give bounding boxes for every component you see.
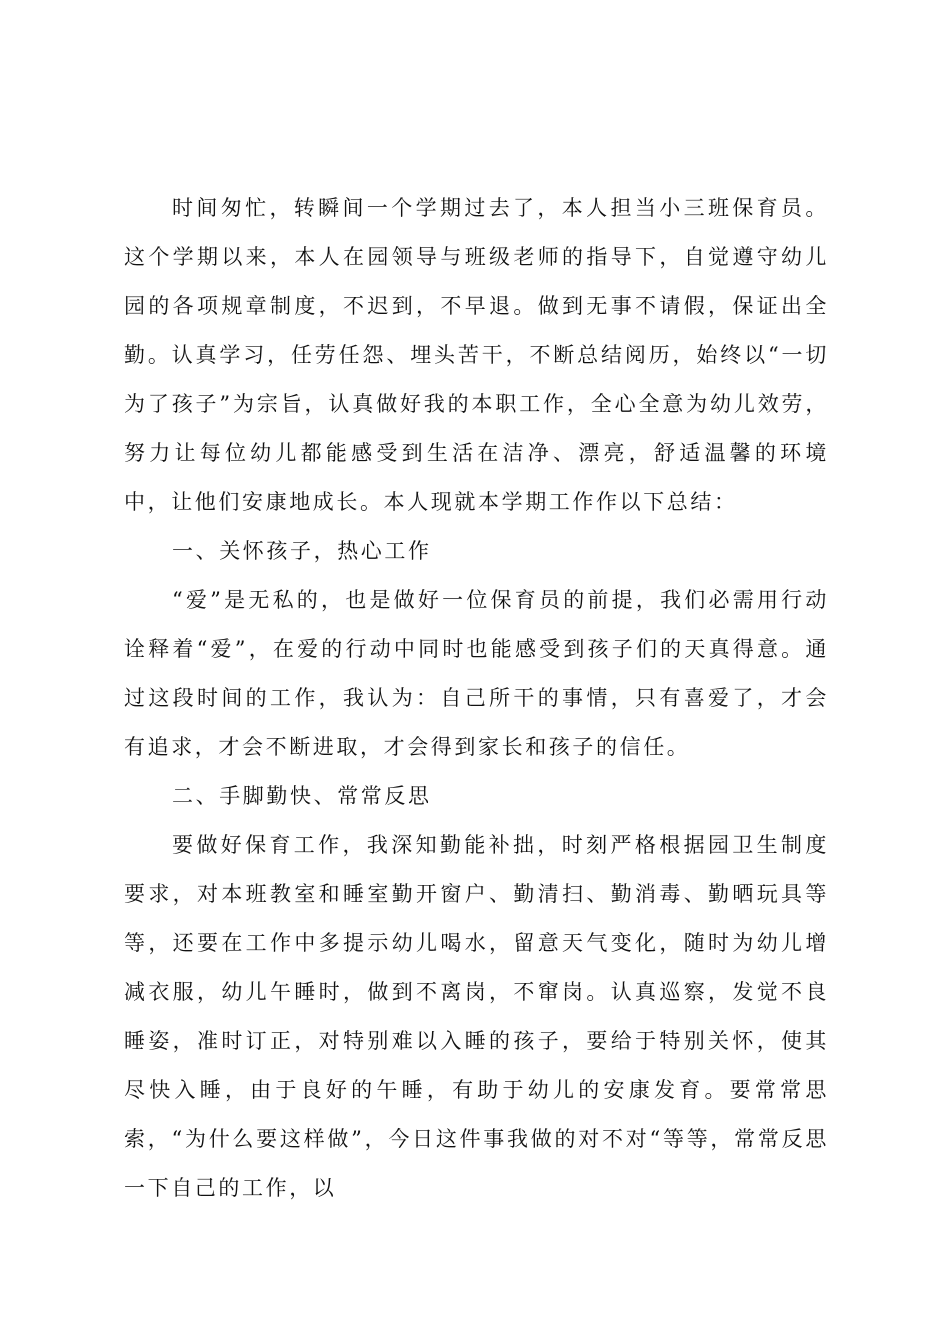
paragraph-intro: 时间匆忙，转瞬间一个学期过去了，本人担当小三班保育员。这个学期以来，本人在园领导与班级老师的指导下，自觉遵守幼儿园的各项规章制度，不迟到，不早退。做到无事不请假，保证出全勤。认真学习，任劳任怨、埋头苦干，不断总结阅历，始终以“一切为了孩子”为宗旨，认真做好我的本职工作，全心全意为幼儿效劳，努力让每位幼儿都能感受到生活在洁净、漂亮，舒适温馨的环境中，让他们安康地成长。本人现就本学期工作作以下总结： (124, 196, 829, 514)
section-heading-1: 一、关怀孩子，热心工作 (172, 539, 432, 563)
section-heading-2: 二、手脚勤快、常常反思 (172, 784, 432, 808)
paragraph-section-1: “爱”是无私的，也是做好一位保育员的前提，我们必需用行动诠释着“爱”，在爱的行动中同时也能感受到孩子们的天真得意。通过这段时间的工作，我认为：自己所干的事情，只有喜爱了，才会有追求，才会不断进取，才会得到家长和孩子的信任。 (124, 588, 829, 759)
paragraph-section-2: 要做好保育工作，我深知勤能补拙，时刻严格根据园卫生制度要求，对本班教室和睡室勤开窗户、勤清扫、勤消毒、勤晒玩具等等，还要在工作中多提示幼儿喝水，留意天气变化，随时为幼儿增减衣服，幼儿午睡时，做到不离岗，不窜岗。认真巡察，发觉不良睡姿，准时订正，对特别难以入睡的孩子，要给于特别关怀，使其尽快入睡，由于良好的午睡，有助于幼儿的安康发育。要常常思索，“为什么要这样做”，今日这件事我做的对不对“等等，常常反思一下自己的工作，以 (124, 833, 829, 1200)
